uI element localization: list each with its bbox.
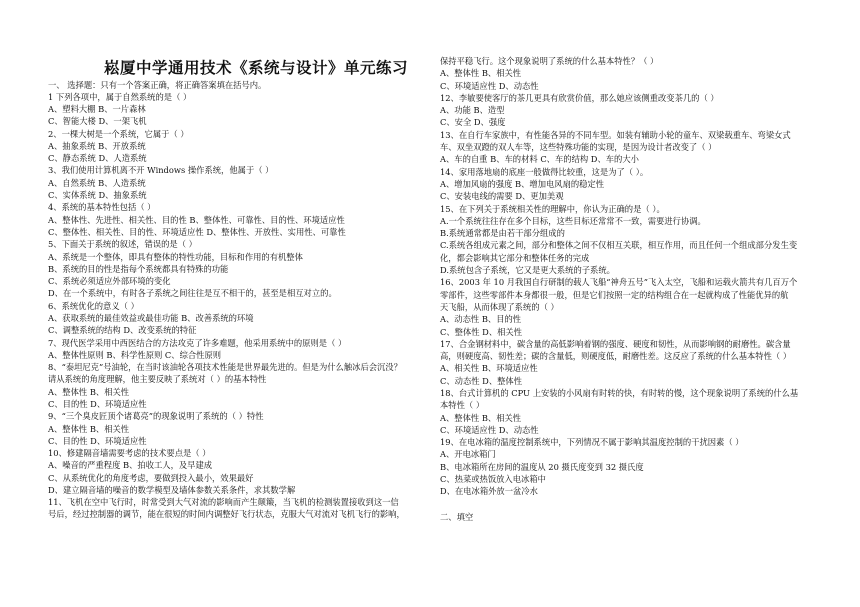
right-column-text-line: 14、家用落地扇的底座一般做得比较重，这是为了（ ）。 bbox=[440, 167, 649, 177]
right-column-text-line: 17、合金钢材料中，碳含量的高低影响着钢的强度、硬度和韧性，从而影响钢的耐磨性。碳含量 bbox=[440, 339, 791, 349]
left-column-text-line: C、整体性、相关性、目的性、环境适应性 D、整体性、开放性、实用性、可靠性 bbox=[48, 227, 346, 237]
left-column-text-line: 2、一棵大树是一个系统，它属于（ ） bbox=[48, 129, 189, 139]
right-column-text-line: C、热菜或热饭放入电冰箱中 bbox=[440, 474, 546, 484]
left-column-text-line: C、智能大楼 D、一架飞机 bbox=[48, 116, 147, 126]
right-column-text-line: A、功能 B、造型 bbox=[440, 105, 505, 115]
right-column-text-line: 18、台式计算机的 CPU 上安装的小风扇有时转的快，有时转的慢，这个现象说明了系统的什么基 bbox=[440, 388, 799, 398]
left-column-text-line: A、自然系统 B、人造系统 bbox=[48, 178, 146, 188]
right-column-text-line: A、开电冰箱门 bbox=[440, 449, 496, 459]
left-column-text-line: A、噪音的严重程度 B、拍收工人，及早建成 bbox=[48, 460, 213, 470]
left-column-text-line: 8、“泰坦尼克”号油轮，在当时该油轮各项技术性能是世界最先进的。但是为什么触冰后会沉没？ bbox=[48, 362, 402, 372]
right-column-text-line: A、整体性 B、相关性 bbox=[440, 413, 522, 423]
right-column-text-line: C、环境适应性 D、动态性 bbox=[440, 81, 539, 91]
left-column-text-line: B、系统的目的性是指每个系统都具有特殊的功能 bbox=[48, 264, 229, 274]
left-column-text-line: A、整体性 B、相关性 bbox=[48, 387, 130, 397]
left-column-text-line: A、系统是一个整体，即具有整体的特性功能，目标和作用的有机整体 bbox=[48, 252, 303, 262]
left-column-text-line: A、塑料大棚 B、一片森林 bbox=[48, 104, 146, 114]
left-column-text-line: 5、下面关于系统的叙述，错误的是（ ） bbox=[48, 239, 197, 249]
left-column-text-line: A、整体性 B、相关性 bbox=[48, 424, 130, 434]
right-column-text-line: D.系统包含子系统，它又是更大系统的子系统。 bbox=[440, 265, 615, 275]
left-column-text-line: D、在一个系统中，有时各子系统之间往往是互不相干的，甚至是相互对立的。 bbox=[48, 288, 337, 298]
right-column-text-line: D、在电冰箱外放一盆冷水 bbox=[440, 486, 538, 496]
left-column-text-line: 6、系统优化的意义（ ） bbox=[48, 301, 139, 311]
right-column-text-line: 二、填空 bbox=[440, 512, 474, 522]
right-column-text-line: C、安装电线的需要 D、更加美观 bbox=[440, 191, 564, 201]
right-column-text-line: 15、在下列关于系统相关性的理解中，你认为正确的是（ ）。 bbox=[440, 204, 665, 214]
left-column-text-line: C、目的性 D、环境适应性 bbox=[48, 399, 147, 409]
right-column-text-line: 化，都会影响其它部分和整体任务的完成 bbox=[440, 253, 590, 263]
right-column-text-line: C、安全 D、强度 bbox=[440, 117, 506, 127]
right-column-text-line: A、车的自重 B、车的材料 C、车的结构 D、车的大小 bbox=[440, 154, 639, 164]
right-column-text-line: 本特性（ ） bbox=[440, 400, 485, 410]
left-column-text-line: C、静态系统 D、人造系统 bbox=[48, 153, 147, 163]
left-column-text-line: 号后，经过控制器的调节，能在很短的时间内调整好飞行状态，克服大气对流对飞机飞行的影响， bbox=[48, 509, 405, 519]
right-column-text-line: C、动态性 D、整体性 bbox=[440, 376, 523, 386]
page-title: 崧厦中学通用技术《系统与设计》单元练习 bbox=[103, 58, 408, 77]
right-column-text-line: 19、在电冰箱的温度控制系统中，下列情况不属于影响其温度控制的干扰因素（ ） bbox=[440, 437, 744, 447]
left-column-text-line: D、建立隔音墙的噪音的数学模型及墙体参数关系条件，求其数学解 bbox=[48, 485, 296, 495]
left-column-text-line: C、从系统优化的角度考虑，要做到投入最小，效果最好 bbox=[48, 473, 254, 483]
right-column-text-line: A.一个系统往往存在多个目标，这些目标还常常不一致，需要进行协调。 bbox=[440, 216, 706, 226]
right-column-text-line: C.系统各组成元素之间，部分和整体之间不仅相互关联，相互作用，而且任何一个组成部分发生变 bbox=[440, 240, 798, 250]
right-column-text-line: 车、双坐双蹬的双人车等，这些特殊功能的实现，是因为设计者改变了（ ） bbox=[440, 142, 717, 152]
right-column-text-line: 零部件，这些零部件本身都很一般，但是它们按照一定的结构组合在一起就构成了性能优异的航 bbox=[440, 290, 789, 300]
left-column-text-line: 9、“三个臭皮匠顶个诸葛亮”的现象说明了系统的（ ）特性 bbox=[48, 411, 264, 421]
right-column-text-line: B.系统通常都是由若干部分组成的 bbox=[440, 228, 565, 238]
right-column-text-line: C、环境适应性 D、动态性 bbox=[440, 425, 539, 435]
right-column-text-line: 13、在自行车家族中，有性能各异的不同车型。如装有辅助小轮的童车、双梁载重车、弯梁女式 bbox=[440, 130, 791, 140]
left-column-text-line: 3、我们使用计算机离不开 Windows 操作系统，他属于（ ） bbox=[48, 165, 274, 175]
left-column-text-line: 4、系统的基本特性包括（ ） bbox=[48, 202, 156, 212]
left-column-text-line: C、实体系统 D、抽象系统 bbox=[48, 190, 147, 200]
left-column-text-line: C、系统必须适应外部环境的变化 bbox=[48, 276, 171, 286]
right-column-text-line: C、整体性 D、相关性 bbox=[440, 327, 523, 337]
right-column-text-line: A、增加风扇的强度 B、增加电风扇的稳定性 bbox=[440, 179, 605, 189]
left-column-text-line: C、调整系统的结构 D、改变系统的特征 bbox=[48, 325, 197, 335]
right-column-text-line: A、相关性 B、环境适应性 bbox=[440, 363, 538, 373]
right-column-text-line: A、动态性 B、目的性 bbox=[440, 314, 522, 324]
right-column-text-line: A、整体性 B、相关性 bbox=[440, 68, 522, 78]
right-column-text-line: B、电冰箱所在房间的温度从 20 摄氏度变到 32 摄氏度 bbox=[440, 462, 644, 472]
left-column-text-line: A、整体性、先进性、相关性、目的性 B、整体性、可靠性、目的性、环境适应性 bbox=[48, 215, 345, 225]
left-column-text-line: C、目的性 D、环境适应性 bbox=[48, 436, 147, 446]
left-column-text-line: 10、修建隔音墙需要考虑的技术要点是（ ） bbox=[48, 448, 211, 458]
left-column-text-line: A、抽象系统 B、开放系统 bbox=[48, 141, 146, 151]
left-column-text-line: 请从系统的角度理解，他主要反映了系统对（ ）的基本特性 bbox=[48, 374, 267, 384]
left-column-text-line: 11、飞机在空中飞行时，时常受到大气对流的影响而产生颠簸，当飞机的检测装置接收到这一信 bbox=[48, 497, 399, 507]
right-column-text-line: 保持平稳飞行。这个现象说明了系统的什么基本特性？（ ） bbox=[440, 56, 659, 66]
right-column-text-line: 16、2003 年 10 月我国自行研制的载人飞船“神舟五号”飞入太空，飞船和运载火箭共有几百万个 bbox=[440, 277, 798, 287]
left-column-text-line: 1 下列各项中，属于自然系统的是（ ） bbox=[48, 92, 192, 102]
left-column-text-line: 一、 选择题：只有一个答案正确，将正确答案填在括号内。 bbox=[48, 80, 267, 90]
right-column-text-line: 天飞船，从而体现了系统的（ ） bbox=[440, 302, 559, 312]
left-column-text-line: A、获取系统的最佳效益或最佳功能 B、改善系统的环境 bbox=[48, 313, 254, 323]
left-column-text-line: A、整体性原则 B、科学性原则 C、综合性原则 bbox=[48, 350, 222, 360]
left-column-text-line: 7、现代医学采用中西医结合的方法攻克了许多难题，他采用系统中的原则是（ ） bbox=[48, 338, 347, 348]
right-column-text-line: 12、李敏要使客厅的茶几更具有欣赏价值，那么她应该侧重改变茶几的（ ） bbox=[440, 93, 719, 103]
right-column-text-line: 高，则硬度高、韧性差；碳的含量低，则硬度低，耐磨性差。这反应了系统的什么基本特性（ ） bbox=[440, 351, 792, 361]
